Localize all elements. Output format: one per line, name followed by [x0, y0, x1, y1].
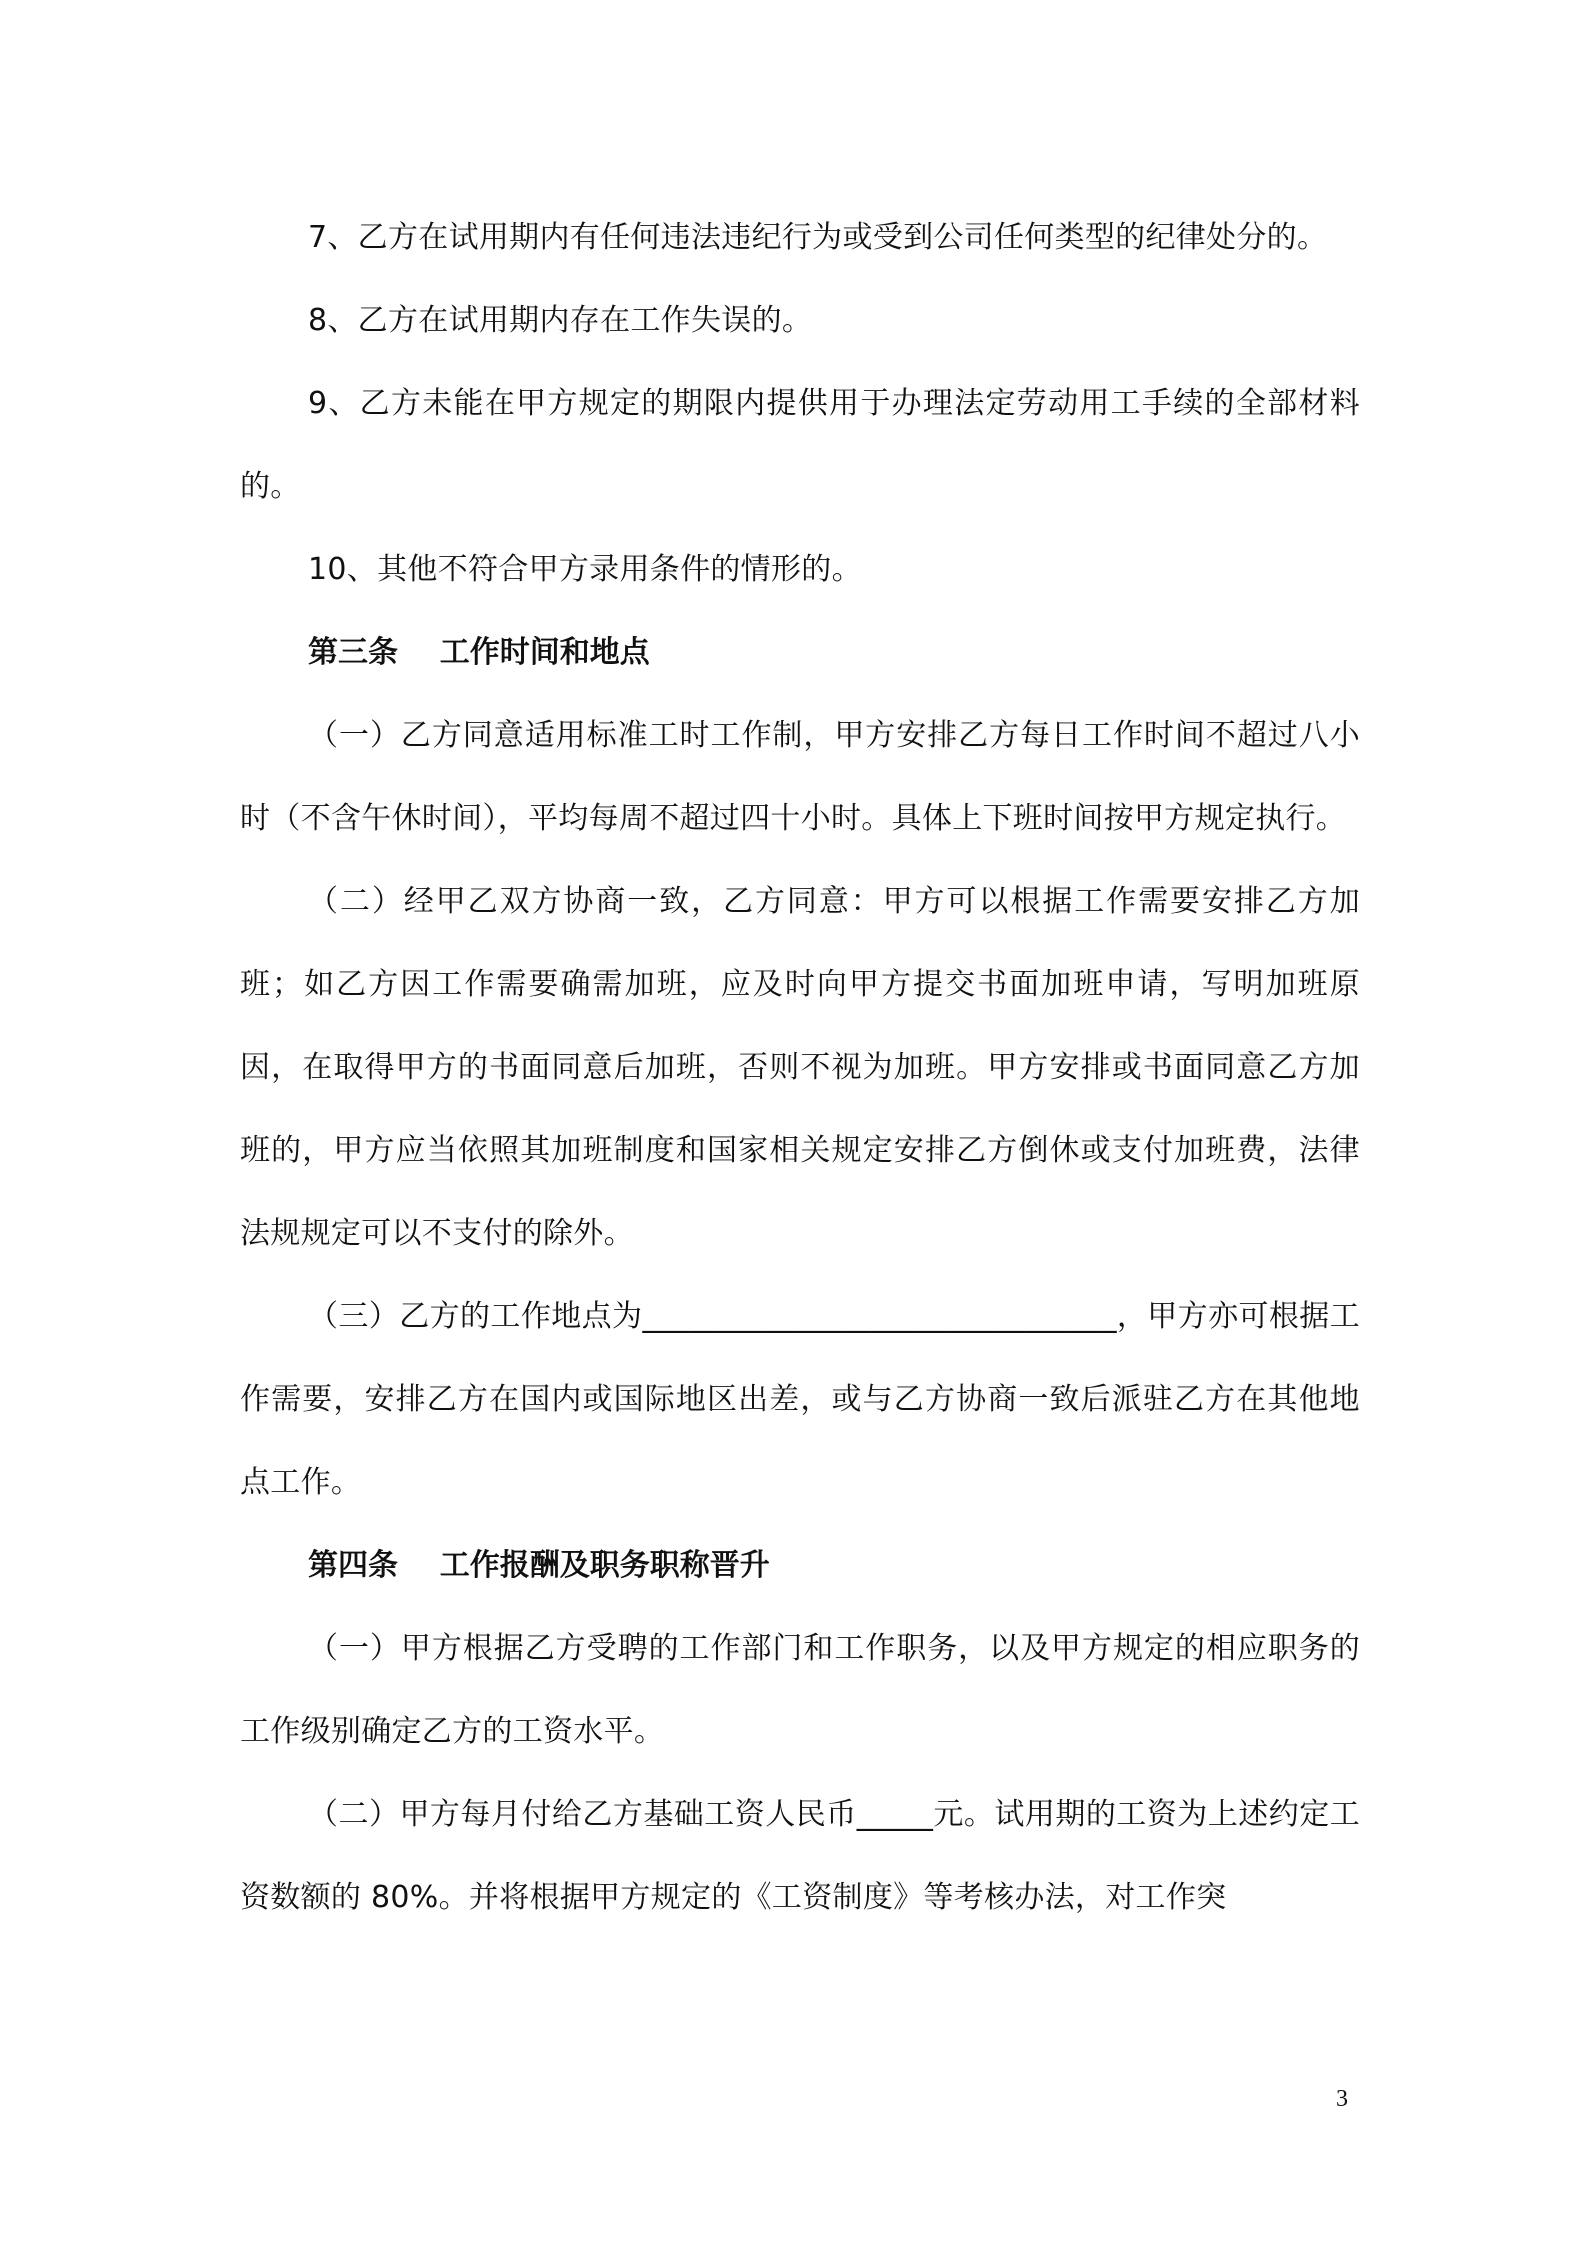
paragraph-item-7: 7、乙方在试用期内有任何违法违纪行为或受到公司任何类型的纪律处分的。 — [308, 220, 1328, 255]
section-heading-article-3: 第三条 工作时间和地点 — [308, 635, 650, 670]
paragraph-item-8: 8、乙方在试用期内存在工作失误的。 — [308, 303, 813, 338]
paragraph-working-hours: （一）乙方同意适用标准工时工作制，甲方安排乙方每日工作时间不超过八小时（不含午休时间），平均每周不超过四十小时。具体上下班时间按甲方规定执行。 — [240, 718, 1360, 836]
paragraph-salary-level: （一）甲方根据乙方受聘的工作部门和工作职务，以及甲方规定的相应职务的工作级别确定乙方的工资水平。 — [240, 1631, 1360, 1749]
paragraph-work-location: （三）乙方的工作地点为_______________________________，甲方亦可根据工作需要，安排乙方在国内或国际地区出差，或与乙方协商一致后派驻乙方在其他地点工作。 — [240, 1299, 1360, 1500]
paragraph-overtime: （二）经甲乙双方协商一致，乙方同意：甲方可以根据工作需要安排乙方加班；如乙方因工作需要确需加班，应及时向甲方提交书面加班申请，写明加班原因，在取得甲方的书面同意后加班，否则不视为加班。甲方安排或书面同意乙方加班的，甲方应当依照其加班制度和国家相关规定安排乙方倒休或支付加班费，法律法规规定可以不支付的除外。 — [240, 884, 1360, 1251]
section-heading-article-4: 第四条 工作报酬及职务职称晋升 — [308, 1548, 770, 1583]
page-number: 3 — [1336, 2086, 1348, 2112]
document-body — [240, 196, 1360, 1939]
paragraph-base-salary: （二）甲方每月付给乙方基础工资人民币_____元。试用期的工资为上述约定工资数额的 80%。并将根据甲方规定的《工资制度》等考核办法，对工作突 — [240, 1797, 1360, 1915]
paragraph-item-10: 10、其他不符合甲方录用条件的情形的。 — [308, 552, 862, 587]
paragraph-item-9: 9、乙方未能在甲方规定的期限内提供用于办理法定劳动用工手续的全部材料的。 — [240, 386, 1360, 504]
